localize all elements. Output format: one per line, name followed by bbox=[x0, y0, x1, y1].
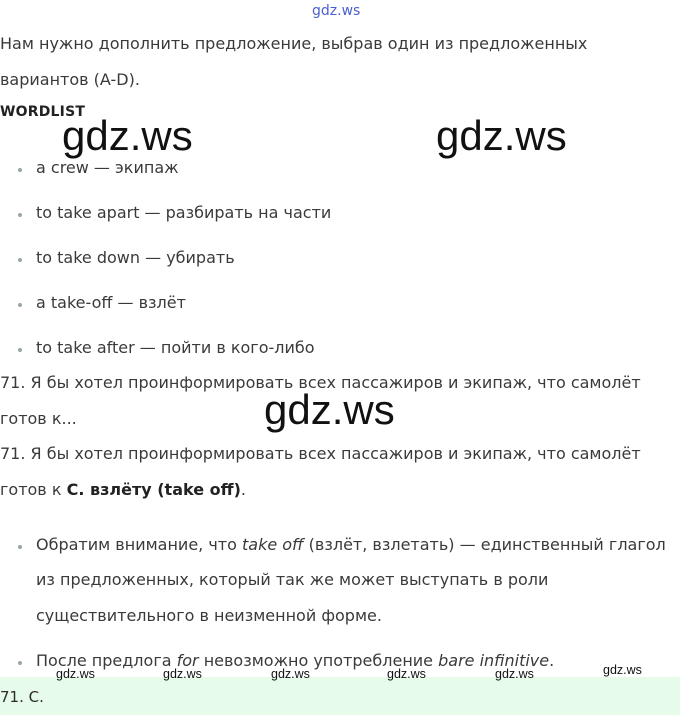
intro-line-1: Нам нужно дополнить предложение, выбрав один из предложенных bbox=[0, 34, 588, 53]
watermark-small-6: gdz.ws bbox=[603, 663, 642, 677]
wordlist-item: a crew — экипаж bbox=[36, 158, 179, 177]
question-line-1: 71. Я бы хотел проинформировать всех пассажиров и экипаж, что самолёт bbox=[0, 373, 641, 392]
solution-line-2 bbox=[0, 480, 246, 499]
note-1-line-1 bbox=[36, 535, 666, 554]
answer-bar bbox=[0, 677, 680, 715]
note-1-line-2: из предложенных, который так же может выступать в роли bbox=[36, 570, 549, 589]
answer-text: 71. C. bbox=[0, 688, 44, 706]
bullet-icon bbox=[18, 545, 22, 549]
bullet-icon bbox=[18, 303, 22, 307]
watermark-small-4: gdz.ws bbox=[387, 667, 426, 681]
solution-answer: C. взлёту (take off) bbox=[66, 480, 241, 499]
wordlist-heading: WORDLIST bbox=[0, 104, 86, 120]
note-1-text-b: (взлёт, взлетать) — единственный глагол bbox=[303, 535, 666, 554]
question-line-2: готов к... bbox=[0, 409, 77, 428]
note-1-line-3: существительного в неизменной форме. bbox=[36, 606, 382, 625]
note-2-italic-1: for bbox=[176, 651, 199, 670]
watermark-small-3: gdz.ws bbox=[271, 667, 310, 681]
bullet-icon bbox=[18, 213, 22, 217]
wordlist-item: a take-off — взлёт bbox=[36, 293, 186, 312]
watermark-small-5: gdz.ws bbox=[495, 667, 534, 681]
note-1-italic: take off bbox=[241, 535, 304, 554]
solution-line-1: 71. Я бы хотел проинформировать всех пассажиров и экипаж, что самолёт bbox=[0, 444, 641, 463]
bullet-icon bbox=[18, 258, 22, 262]
bullet-icon bbox=[18, 661, 22, 665]
wordlist-item: to take apart — разбирать на части bbox=[36, 203, 332, 222]
note-2-italic-2: bare infinitive bbox=[438, 651, 550, 670]
wordlist-item: to take after — пойти в кого-либо bbox=[36, 338, 315, 357]
watermark-big-1: gdz.ws bbox=[62, 112, 193, 159]
watermark-top: gdz.ws bbox=[312, 3, 361, 19]
note-2-text-c: . bbox=[549, 651, 555, 670]
intro-line-2: вариантов (A-D). bbox=[0, 70, 140, 89]
note-2-text-a: После предлога bbox=[36, 651, 177, 670]
note-1-text-a: Обратим внимание, что bbox=[36, 535, 242, 554]
watermark-small-2: gdz.ws bbox=[163, 667, 202, 681]
bullet-icon bbox=[18, 348, 22, 352]
solution-prefix: готов к bbox=[0, 480, 67, 499]
note-2-text-b: невозможно употребление bbox=[198, 651, 439, 670]
bullet-icon bbox=[18, 168, 22, 172]
watermark-small-1: gdz.ws bbox=[56, 667, 95, 681]
solution-suffix: . bbox=[240, 480, 246, 499]
wordlist-item: to take down — убирать bbox=[36, 248, 235, 267]
watermark-big-3: gdz.ws bbox=[264, 386, 395, 433]
watermark-big-2: gdz.ws bbox=[436, 112, 567, 159]
